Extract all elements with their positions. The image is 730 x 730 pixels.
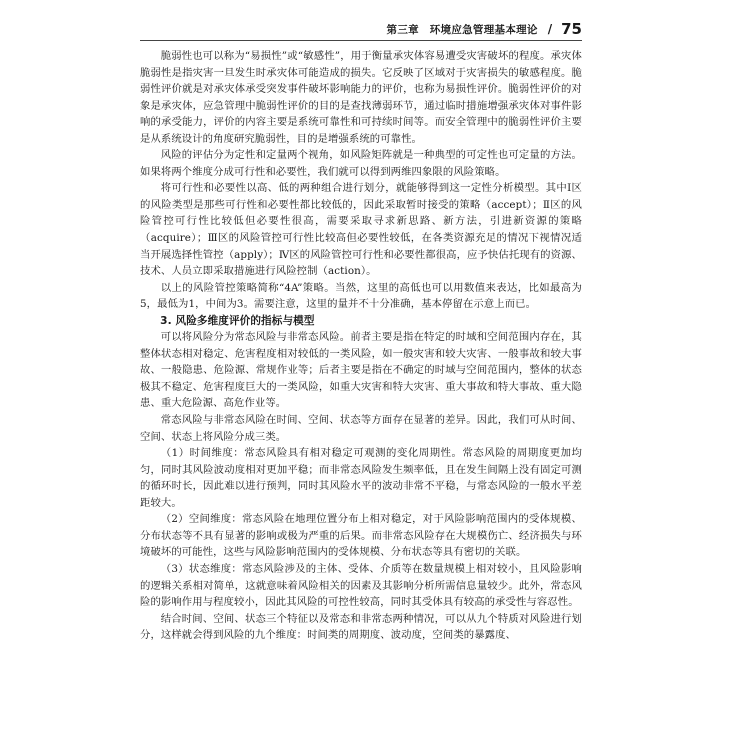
paragraph-space-dimension: （2）空间维度：常态风险在地理位置分布上相对稳定，对于风险影响范围内的受体规模、分布状态等不具有显著的影响或极为严重的后果。而非常态风险存在大规模伤亡、经济损失与环境破坏的可能性，这些与风险影响范围内的受体规模、分布状态等具有密切的关联。 (140, 513, 582, 559)
paragraph-risk-assessment: 风险的评估分为定性和定量两个视角，如风险矩阵就是一种典型的可定性也可定量的方法。如果将两个维度分成可行性和必要性，我们就可以得到两维四象限的风险策略。 (140, 149, 582, 178)
header-separator: / (547, 22, 553, 36)
paragraph-time-dimension: （1）时间维度：常态风险具有相对稳定可观测的变化周期性。常态风险的周期度更加均匀，同时其风险波动度相对更加平稳；而非常态风险发生频率低，且在发生间隔上没有固定可测的循环时长，因此难以进行预判，同时其风险水平的波动非常不平稳，与常态风险的一般水平差距较大。 (140, 447, 582, 509)
running-header (140, 18, 582, 41)
paragraph-nine-dimensions: 结合时间、空间、状态三个特征以及常态和非常态两种情况，可以从九个特质对风险进行划分，这样就会得到风险的九个维度：时间类的周期度、波动度，空间类的暴露度、 (140, 612, 582, 642)
paragraph-4a-strategy: 以上的风险管控策略简称“4A”策略。当然，这里的高低也可以用数值来表达，比如最高为5，最低为1，中间为3。需要注意，这里的量并不十分准确，基本停留在示意上而已。 (140, 281, 582, 311)
paragraph-quadrants: 将可行性和必要性以高、低的两种组合进行划分，就能够得到这一定性分析模型。其中Ⅰ区的风险类型是那些可行性和必要性都比较低的，因此采取暂时接受的策略（accept）；Ⅱ区的风险管控可行性比较低但必要性很高，需要采取寻求新思路、新方法，引进新资源的策略（acquire）；Ⅲ区的风险管控可行性比较高但必要性较低，在各类资源充足的情况下视情况适当开展选择性管控（apply）；Ⅳ区的风险管控可行性和必要性都很高，应予快估托现有的资源、技术、人员立即采取措施进行风险控制（action）。 (140, 182, 582, 278)
section-heading: 3. 风险多维度评价的指标与模型 (160, 314, 315, 327)
paragraph-three-classes: 常态风险与非常态风险在时间、空间、状态等方面存在显著的差异。因此，我们可从时间、空间、状态上将风险分成三类。 (140, 414, 582, 443)
body-text (140, 48, 582, 644)
paragraph-state-dimension: （3）状态维度：常态风险涉及的主体、受体、介质等在数量规模上相对较小，且风险影响的逻辑关系相对简单，这就意味着风险相关的因素及其影响分析所需信息量较少。此外，常态风险的影响作用与程度较小，因此其风险的可控性较高，同时其受体具有较高的承受性与容忍性。 (140, 562, 582, 609)
paragraph-risk-types: 可以将风险分为常态风险与非常态风险。前者主要是指在特定的时域和空间范围内存在，其整体状态相对稳定、危害程度相对较低的一类风险，如一般灾害和较大灾害、一般事故和较大事故、一般隐患、危险源、常规作业等；后者主要是指在不确定的时域与空间范围内，整体的状态极其不稳定、危害程度巨大的一类风险，如重大灾害和特大灾害、重大事故和特大事故、重大隐患、重大危险源、高危作业等。 (140, 331, 582, 410)
paragraph-vulnerability: 脆弱性也可以称为“易损性”或“敏感性”，用于衡量承灾体容易遭受灾害破坏的程度。承灾体脆弱性是指灾害一旦发生时承灾体可能造成的损失。它反映了区域对于灾害损失的敏感程度。脆弱性评价就是对承灾体承受突发事件破坏影响能力的评价，也称为易损性评价。脆弱性评价的对象是承灾体，应急管理中脆弱性评价的目的是查找薄弱环节，通过临时措施增强承灾体对事件影响的承受能力，评价的内容主要是系统可靠性和可持续时间等。而安全管理中的脆弱性评价主要是从系统设计的角度研究脆弱性，目的是增强系统的可靠性。 (140, 50, 582, 145)
chapter-title: 第三章 环境应急管理基本理论 (386, 23, 538, 36)
page-number: 75 (561, 20, 582, 38)
